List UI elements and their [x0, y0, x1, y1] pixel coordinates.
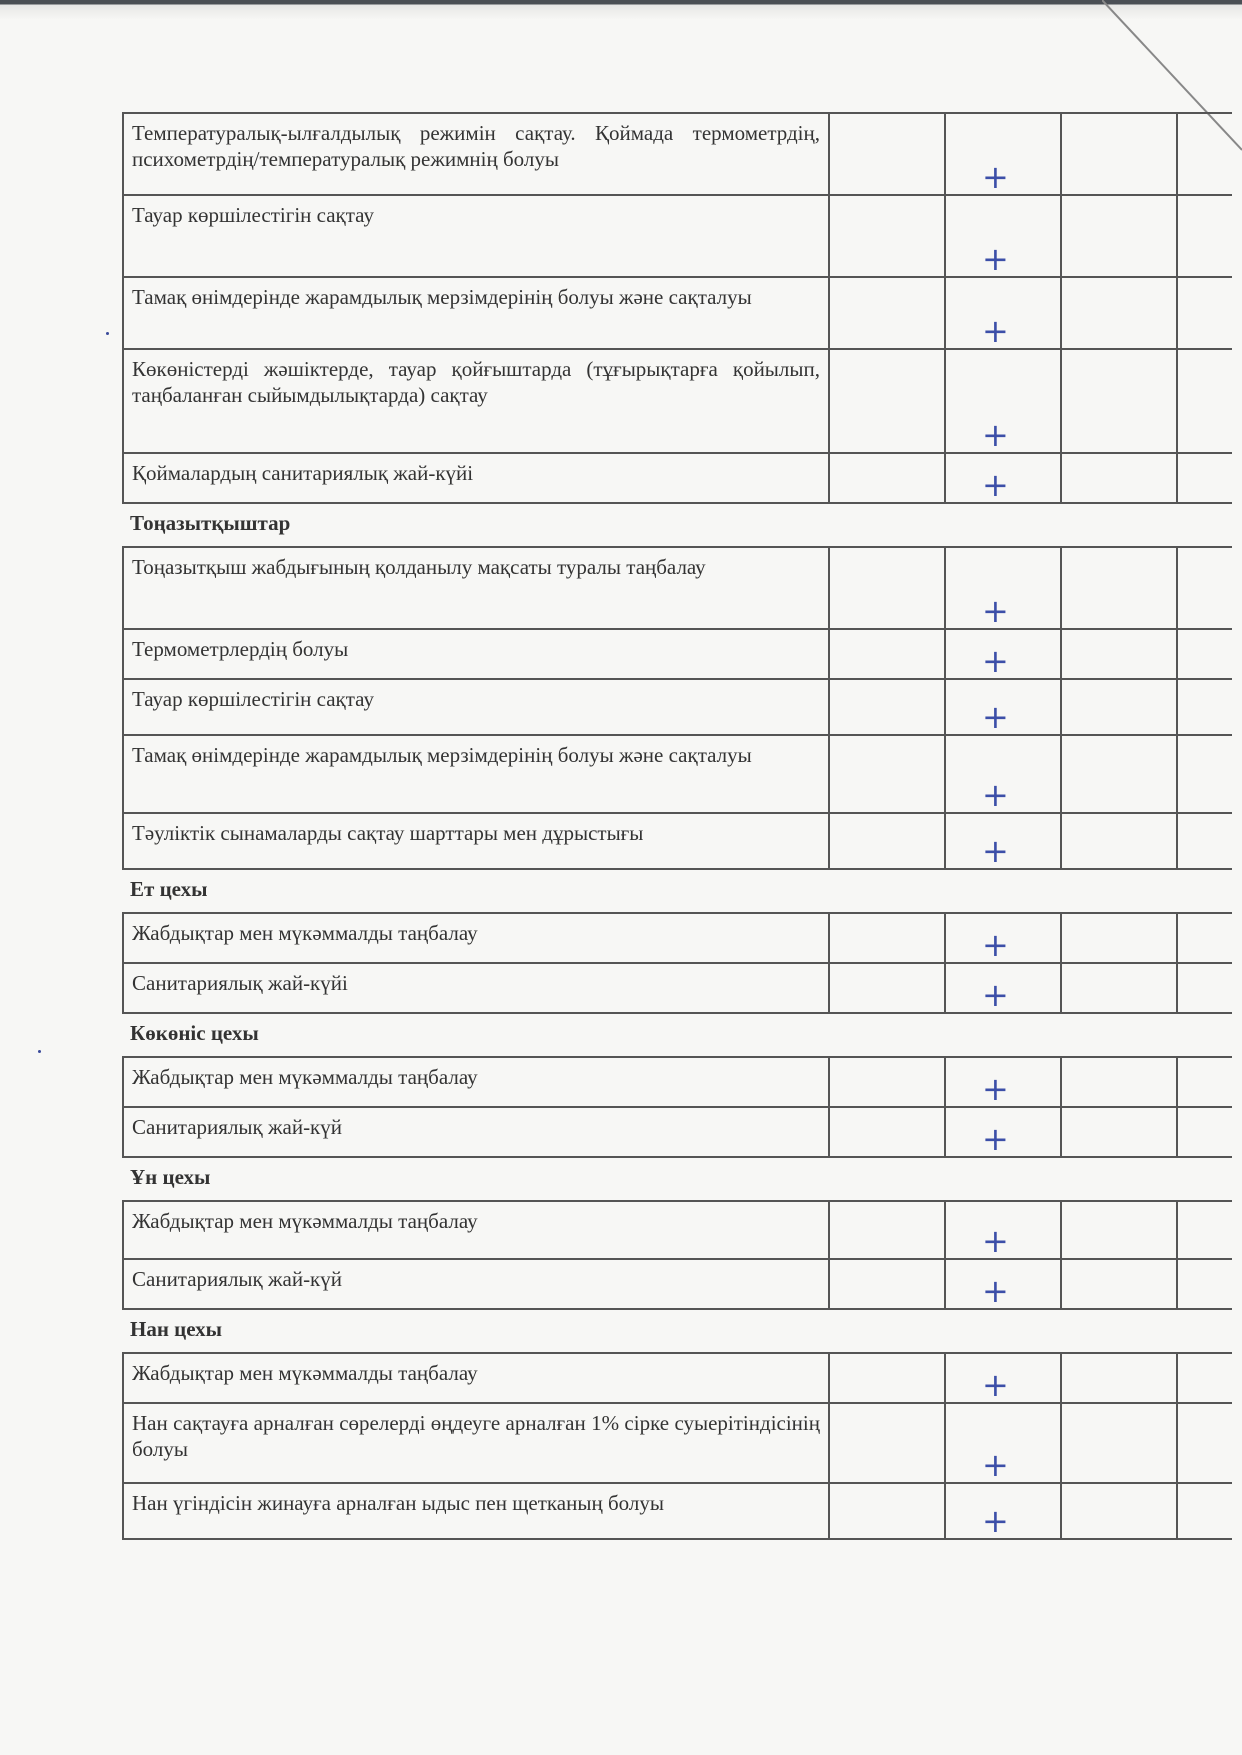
blank-cell — [1060, 350, 1176, 452]
requirement-text: Санитариялық жай-күйі — [122, 964, 828, 1012]
table-row — [122, 964, 1232, 1014]
handwritten-plus-mark: + — [982, 592, 1009, 630]
mark-cell — [944, 914, 1060, 962]
blank-cell — [828, 1202, 944, 1258]
blank-cell — [1060, 1108, 1176, 1156]
blank-cell — [828, 1484, 944, 1538]
blank-cell — [1176, 350, 1232, 452]
table-row — [122, 1202, 1232, 1260]
blank-cell — [828, 196, 944, 276]
blank-cell — [1060, 736, 1176, 812]
blank-cell — [1176, 114, 1232, 194]
handwritten-plus-mark: + — [982, 642, 1009, 680]
mark-cell — [944, 350, 1060, 452]
mark-cell — [944, 114, 1060, 194]
blank-cell — [1060, 680, 1176, 734]
blank-cell — [1176, 680, 1232, 734]
blank-cell — [1176, 914, 1232, 962]
section-header: Тоңазытқыштар — [122, 504, 1232, 548]
blank-cell — [1176, 196, 1232, 276]
table-row — [122, 278, 1232, 350]
mark-cell — [944, 736, 1060, 812]
blank-cell — [828, 964, 944, 1012]
blank-cell — [1060, 454, 1176, 502]
table-row — [122, 114, 1232, 196]
blank-cell — [1060, 548, 1176, 628]
blank-cell — [828, 1108, 944, 1156]
blank-cell — [1176, 548, 1232, 628]
requirement-text: Нан сақтауға арналған сөрелерді өңдеуге арналған 1% сірке суыерітіндісінің болуы — [122, 1404, 828, 1482]
blank-cell — [1060, 1484, 1176, 1538]
requirement-text: Тамақ өнімдерінде жарамдылық мерзімдерінің болуы және сақталуы — [122, 736, 828, 812]
mark-cell — [944, 196, 1060, 276]
requirement-text: Тамақ өнімдерінде жарамдылық мерзімдерінің болуы және сақталуы — [122, 278, 828, 348]
requirement-text: Тоңазытқыш жабдығының қолданылу мақсаты туралы таңбалау — [122, 548, 828, 628]
requirement-text: Санитариялық жай-күй — [122, 1260, 828, 1308]
mark-cell — [944, 1202, 1060, 1258]
handwritten-plus-mark: + — [982, 416, 1009, 454]
table-row — [122, 454, 1232, 504]
blank-cell — [1176, 454, 1232, 502]
blank-cell — [1176, 964, 1232, 1012]
handwritten-plus-mark: + — [982, 1120, 1009, 1158]
handwritten-plus-mark: + — [982, 466, 1009, 504]
handwritten-plus-mark: + — [982, 1222, 1009, 1260]
table-row — [122, 1108, 1232, 1158]
ink-speck — [106, 332, 109, 335]
blank-cell — [1176, 736, 1232, 812]
blank-cell — [828, 1404, 944, 1482]
blank-cell — [1060, 1354, 1176, 1402]
blank-cell — [1060, 114, 1176, 194]
table-row — [122, 350, 1232, 454]
requirement-text: Температуралық-ылғалдылық режимін сақтау. Қоймада термометрдің, психометрдің/температуралық режимнің болуы — [122, 114, 828, 194]
requirement-text: Тауар көршілестігін сақтау — [122, 680, 828, 734]
blank-cell — [1060, 630, 1176, 678]
blank-cell — [828, 630, 944, 678]
blank-cell — [1176, 1260, 1232, 1308]
blank-cell — [1176, 1404, 1232, 1482]
mark-cell — [944, 454, 1060, 502]
blank-cell — [1060, 964, 1176, 1012]
blank-cell — [1060, 1404, 1176, 1482]
mark-cell — [944, 1260, 1060, 1308]
handwritten-plus-mark: + — [982, 1502, 1009, 1540]
blank-cell — [828, 1354, 944, 1402]
blank-cell — [828, 454, 944, 502]
section-header: Ұн цехы — [122, 1158, 1232, 1202]
mark-cell — [944, 1354, 1060, 1402]
table-row — [122, 1404, 1232, 1484]
blank-cell — [828, 736, 944, 812]
blank-cell — [1060, 1058, 1176, 1106]
blank-cell — [1176, 1108, 1232, 1156]
section-header: Көкөніс цехы — [122, 1014, 1232, 1058]
table-row — [122, 1058, 1232, 1108]
blank-cell — [1176, 1058, 1232, 1106]
requirement-text: Көкөністерді жәшіктерде, тауар қойғыштарда (тұғырықтарға қойылып, таңбаланған сыйымдылықтарда) сақтау — [122, 350, 828, 452]
blank-cell — [828, 548, 944, 628]
table-row — [122, 680, 1232, 736]
blank-cell — [1060, 278, 1176, 348]
table-row — [122, 196, 1232, 278]
blank-cell — [828, 1058, 944, 1106]
blank-cell — [1176, 1202, 1232, 1258]
handwritten-plus-mark: + — [982, 832, 1009, 870]
mark-cell — [944, 680, 1060, 734]
requirement-text: Жабдықтар мен мүкәммалды таңбалау — [122, 914, 828, 962]
handwritten-plus-mark: + — [982, 1272, 1009, 1310]
requirement-text: Тауар көршілестігін сақтау — [122, 196, 828, 276]
table-row — [122, 1260, 1232, 1310]
table-row — [122, 1354, 1232, 1404]
table-row — [122, 736, 1232, 814]
section-header: Ет цехы — [122, 870, 1232, 914]
handwritten-plus-mark: + — [982, 240, 1009, 278]
blank-cell — [1060, 1202, 1176, 1258]
blank-cell — [1060, 1260, 1176, 1308]
mark-cell — [944, 548, 1060, 628]
requirement-text: Нан үгіндісін жинауға арналған ыдыс пен щетканың болуы — [122, 1484, 828, 1538]
blank-cell — [1176, 1484, 1232, 1538]
blank-cell — [1060, 814, 1176, 868]
requirement-text: Қоймалардың санитариялық жай-күйі — [122, 454, 828, 502]
handwritten-plus-mark: + — [982, 1446, 1009, 1484]
blank-cell — [1060, 914, 1176, 962]
blank-cell — [1176, 1354, 1232, 1402]
table-row — [122, 630, 1232, 680]
blank-cell — [828, 278, 944, 348]
handwritten-plus-mark: + — [982, 312, 1009, 350]
handwritten-plus-mark: + — [982, 1366, 1009, 1404]
mark-cell — [944, 814, 1060, 868]
table-row — [122, 548, 1232, 630]
blank-cell — [1176, 278, 1232, 348]
requirement-text: Жабдықтар мен мүкәммалды таңбалау — [122, 1202, 828, 1258]
blank-cell — [828, 914, 944, 962]
requirement-text: Жабдықтар мен мүкәммалды таңбалау — [122, 1058, 828, 1106]
handwritten-plus-mark: + — [982, 776, 1009, 814]
requirement-text: Санитариялық жай-күй — [122, 1108, 828, 1156]
blank-cell — [1176, 814, 1232, 868]
table-row — [122, 1484, 1232, 1540]
mark-cell — [944, 1058, 1060, 1106]
handwritten-plus-mark: + — [982, 926, 1009, 964]
mark-cell — [944, 1484, 1060, 1538]
handwritten-plus-mark: + — [982, 976, 1009, 1014]
blank-cell — [1176, 630, 1232, 678]
mark-cell — [944, 278, 1060, 348]
checklist-table — [122, 112, 1232, 1540]
mark-cell — [944, 1108, 1060, 1156]
blank-cell — [1060, 196, 1176, 276]
mark-cell — [944, 964, 1060, 1012]
requirement-text: Термометрлердің болуы — [122, 630, 828, 678]
mark-cell — [944, 630, 1060, 678]
handwritten-plus-mark: + — [982, 698, 1009, 736]
handwritten-plus-mark: + — [982, 1070, 1009, 1108]
blank-cell — [828, 1260, 944, 1308]
handwritten-plus-mark: + — [982, 158, 1009, 196]
requirement-text: Жабдықтар мен мүкәммалды таңбалау — [122, 1354, 828, 1402]
mark-cell — [944, 1404, 1060, 1482]
blank-cell — [828, 814, 944, 868]
requirement-text: Тәуліктік сынамаларды сақтау шарттары мен дұрыстығы — [122, 814, 828, 868]
blank-cell — [828, 350, 944, 452]
table-row — [122, 814, 1232, 870]
blank-cell — [828, 680, 944, 734]
ink-speck — [38, 1050, 41, 1053]
blank-cell — [828, 114, 944, 194]
section-header: Нан цехы — [122, 1310, 1232, 1354]
scan-edge — [0, 0, 1242, 20]
table-row — [122, 914, 1232, 964]
